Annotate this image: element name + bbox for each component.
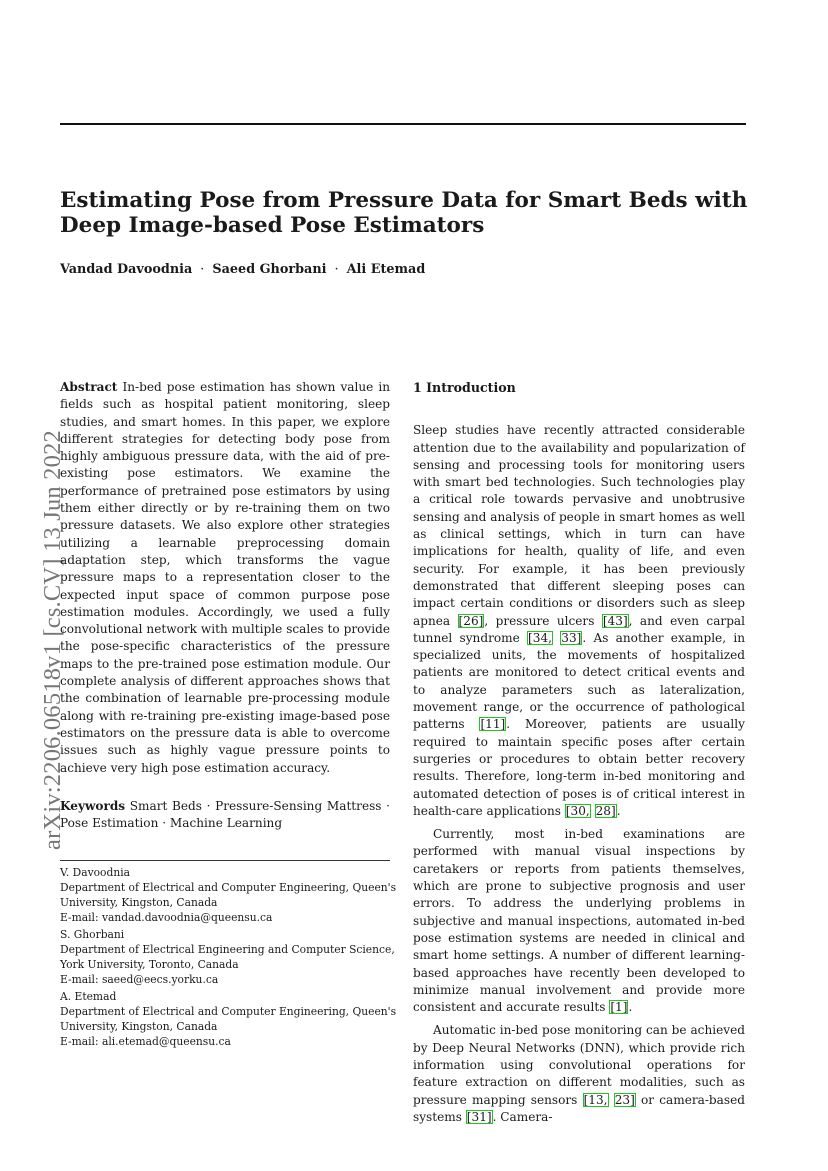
citation-link[interactable]: 33]	[561, 630, 582, 645]
title-line-1: Estimating Pose from Pressure Data for Smart Beds with	[60, 188, 748, 213]
author-name: Vandad Davoodnia	[60, 262, 193, 277]
affiliation-dept: York University, Toronto, Canada	[60, 958, 239, 972]
author-list	[60, 262, 425, 277]
paragraph-text: or camera-based systems	[413, 1092, 745, 1124]
intro-paragraph-3	[413, 1022, 745, 1126]
left-column	[60, 379, 390, 832]
affiliation-dept: University, Kingston, Canada	[60, 896, 218, 910]
abstract-heading: Abstract	[60, 380, 118, 394]
citation-link[interactable]: [31]	[466, 1109, 492, 1124]
paragraph-text: Currently, most in-bed examinations are performed with manual visual inspections by caretakers or reports from patients themselves, which are prone to subjective prognosis and user errors. To address the underlying problems in subjective and manual inspections, automated in-bed pose estimation systems are needed in clinical and smart home settings. A number of different learning-based approaches have recently been developed to minimize manual involvement and provide more consistent and accurate results	[413, 827, 745, 1015]
citation-link[interactable]: [11]	[480, 717, 506, 732]
affiliation-block	[60, 865, 400, 925]
citation-link[interactable]: 28]	[595, 803, 616, 818]
title-line-2: Deep Image-based Pose Estimators	[60, 213, 485, 238]
paragraph-text: . As another example, in specialized units, the movements of hospitalized patients are monitored to detect critical events and to analyze parameters such as lateralization, movement range, or the occurrence of pathological patterns	[413, 630, 745, 732]
affiliation-name: S. Ghorbani	[60, 928, 125, 941]
intro-paragraph-1	[413, 422, 745, 820]
affiliation-dept: Department of Electrical and Computer Engineering, Queen's	[60, 1005, 397, 1019]
citation-link[interactable]: [43]	[602, 613, 628, 628]
paragraph-text: , pressure ulcers	[484, 613, 602, 628]
keywords	[60, 798, 390, 833]
author-name: Ali Etemad	[346, 262, 426, 277]
author-separator: ·	[334, 262, 339, 277]
citation-link[interactable]: 23]	[614, 1092, 635, 1107]
right-column	[413, 379, 745, 1126]
abstract	[60, 379, 390, 777]
citation-link[interactable]: [26]	[458, 613, 484, 628]
keywords-heading: Keywords	[60, 798, 126, 813]
affiliation-block	[60, 989, 400, 1049]
affiliation-dept: Department of Electrical Engineering and Computer Science,	[60, 943, 395, 957]
paragraph-text: . Moreover, patients are usually required to maintain specific poses after certain surgeries or procedures to obtain better recovery results. Therefore, long-term in-bed monitoring and automated detection of poses is of critical interest in health-care applications	[413, 717, 745, 818]
arxiv-stamp-text: arXiv:2206.06518v1 [cs.CV] 13 Jun 2022	[39, 430, 66, 850]
footnote-rule	[60, 860, 390, 861]
author-separator: ·	[200, 262, 205, 277]
citation-link[interactable]: [1]	[610, 1000, 628, 1015]
paragraph-text: Sleep studies have recently attracted considerable attention due to the availability and popularization of sensing and processing tools for monitoring users with smart bed technologies. Such technologies play a critical role towards pervasive and unobtrusive sensing and analysis of people in smart homes as well as clinical settings, which in turn can have implications for health, quality of life, and even security. For example, it has been previously demonstrated that different sleeping poses can impact certain conditions or disorders such as sleep apnea	[413, 423, 745, 628]
affiliation-name: A. Etemad	[60, 990, 117, 1003]
affiliation-name: V. Davoodnia	[60, 866, 131, 879]
citation-link[interactable]: [13,	[583, 1092, 608, 1107]
paper-title	[60, 188, 750, 238]
affiliation-dept: University, Kingston, Canada	[60, 1020, 218, 1034]
affiliation-block	[60, 927, 400, 987]
top-rule	[60, 123, 746, 125]
keywords-text: Smart Beds · Pressure-Sensing Mattress · Pose Estimation · Machine Learning	[60, 798, 390, 831]
section-heading: 1 Introduction	[413, 380, 516, 395]
author-name: Saeed Ghorbani	[212, 262, 327, 277]
affiliation-email: E-mail: ali.etemad@queensu.ca	[60, 1035, 231, 1049]
paragraph-text: .	[628, 1000, 633, 1015]
paragraph-text: Automatic in-bed pose monitoring can be achieved by Deep Neural Networks (DNN), which provide rich information using convolutional operations for feature extraction on different modalities, such as pressure mapping sensors	[413, 1023, 745, 1107]
paragraph-text: .	[616, 803, 621, 818]
citation-link[interactable]: [34,	[528, 630, 552, 645]
affiliation-email: E-mail: saeed@eecs.yorku.ca	[60, 973, 219, 987]
paragraph-text: . Camera-	[492, 1109, 553, 1124]
intro-paragraph-2	[413, 826, 745, 1016]
affiliation-dept: Department of Electrical and Computer Engineering, Queen's	[60, 881, 397, 895]
citation-link[interactable]: [30,	[565, 803, 590, 818]
abstract-text: In-bed pose estimation has shown value in fields such as hospital patient monitoring, sleep studies, and smart homes. In this paper, we explore different strategies for detecting body pose from highly ambiguous pressure data, with the aid of pre-existing pose estimators. We examine the performance of pretrained pose estimators by using them either directly or by re-training them on two pressure datasets. We also explore other strategies utilizing a learnable preprocessing domain adaptation step, which transforms the vague pressure maps to a representation closer to the expected input space of common purpose pose estimation modules. Accordingly, we used a fully convolutional network with multiple scales to provide the pose-specific characteristics of the pressure maps to the pre-trained pose estimation module. Our complete analysis of different approaches shows that the combination of learnable pre-processing module along with re-training pre-existing image-based pose estimators on the pressure data is able to overcome issues such as highly vague pressure points to achieve very high pose estimation accuracy.	[60, 380, 390, 775]
affiliation-email: E-mail: vandad.davoodnia@queensu.ca	[60, 911, 273, 925]
paragraph-text: , and even carpal tunnel syndrome	[413, 613, 746, 645]
